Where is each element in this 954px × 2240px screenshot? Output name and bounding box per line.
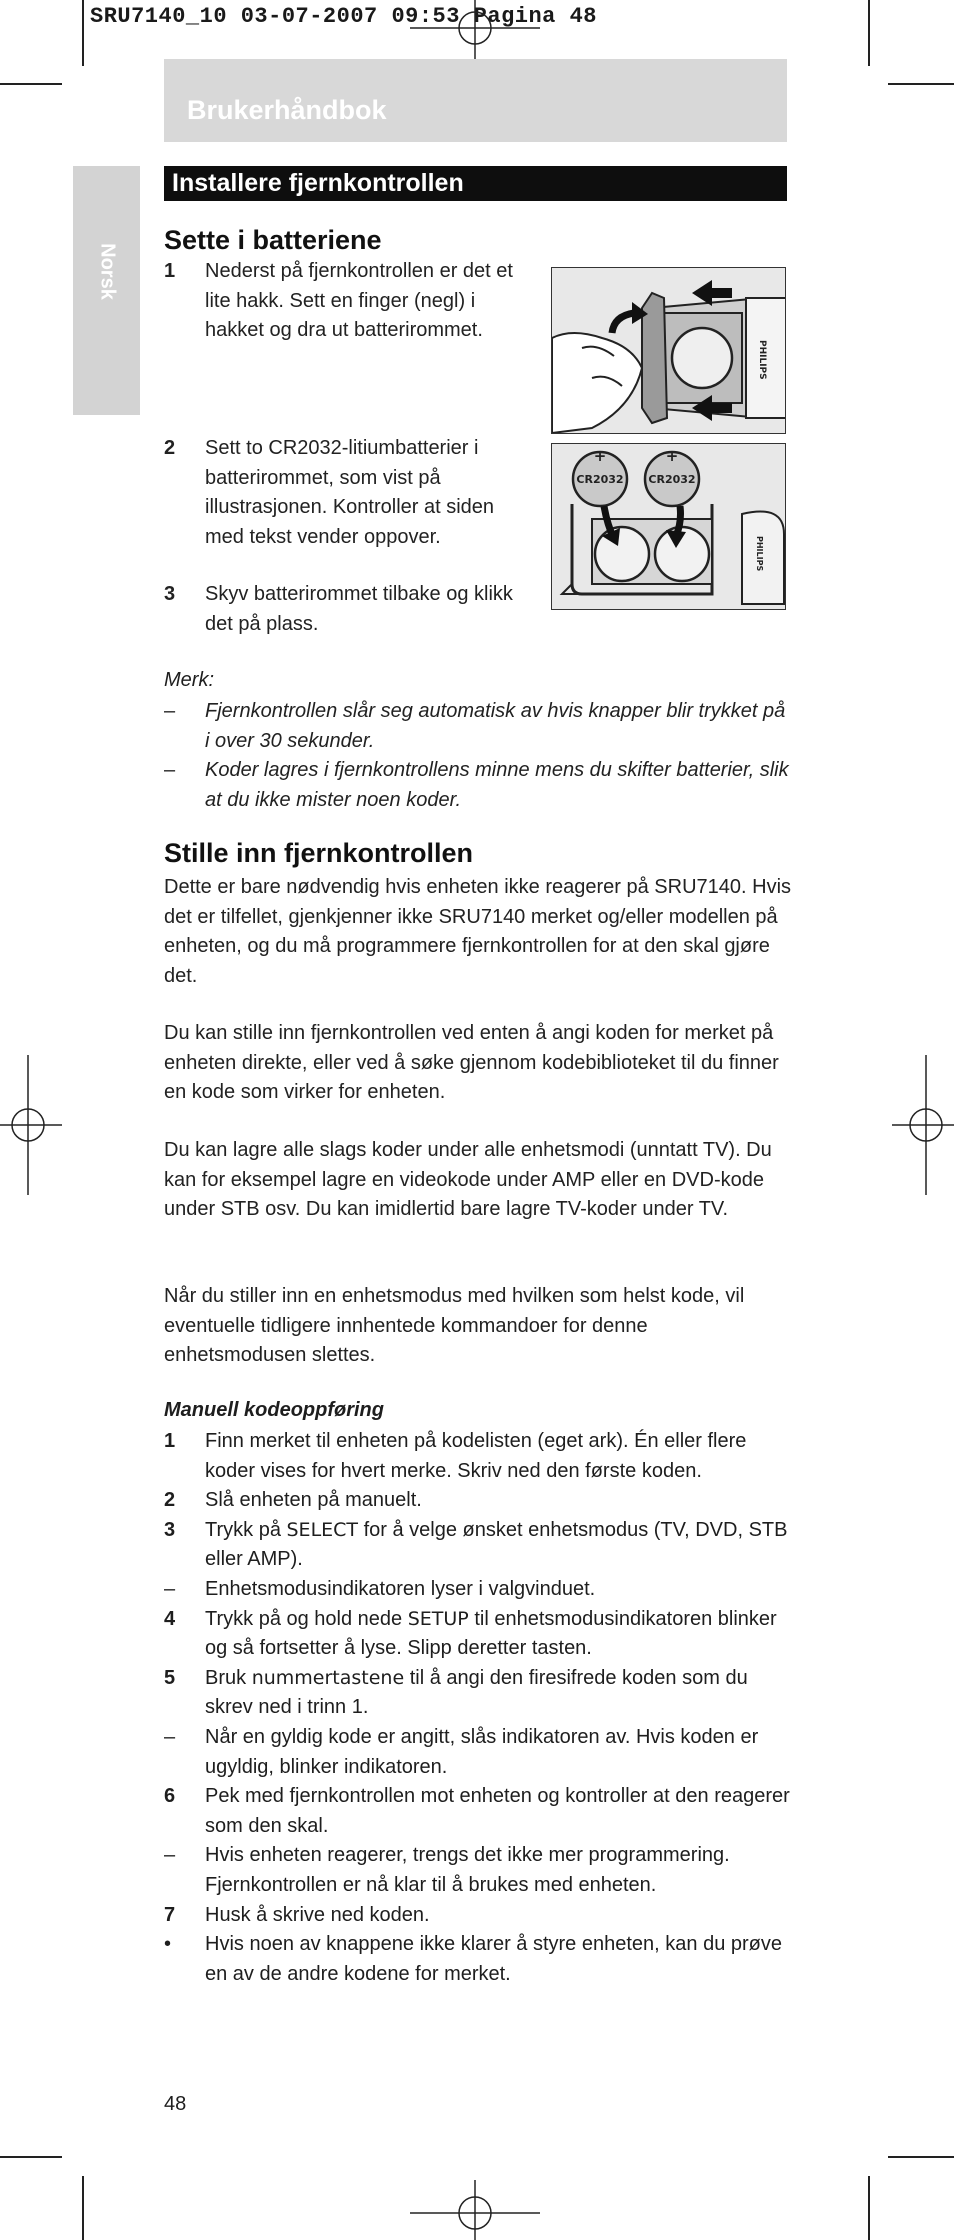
step-text: Enhetsmodusindikatoren lyser i valgvinduet.: [205, 1577, 596, 1600]
manual-step: [164, 1427, 794, 1486]
brand-label: PHILIPS: [755, 536, 764, 572]
brand-label: PHILIPS: [757, 340, 767, 380]
page-number: 48: [164, 2093, 187, 2115]
section-title-bar: [164, 166, 787, 201]
step-text: Trykk på: [205, 1518, 287, 1541]
manual-code-steps: [164, 1427, 794, 1989]
crop-mark: [0, 83, 62, 85]
step-marker: 6: [164, 1785, 176, 1808]
note-text: Fjernkontrollen slår seg automatisk av hvis knapper blir trykket på i over 30 sekunder.: [205, 700, 786, 752]
note-dash: –: [164, 759, 176, 781]
battery-insert-illustration: [551, 443, 786, 610]
step-text: Trykk på og hold nede: [205, 1607, 408, 1630]
language-tab-label: Norsk: [96, 243, 118, 300]
crop-mark: [888, 83, 954, 85]
setup-paragraph: Du kan lagre alle slags koder under alle enhetsmodi (unntatt TV). Du kan for eksempel lagre en videokode under AMP eller en DVD-kode under STB osv. Du kan imidlertid bare lagre TV-koder under TV.: [164, 1139, 772, 1221]
step-text: Sett to CR2032-litiumbatterier i batterirommet, som vist på illustrasjonen. Kontroller at siden med tekst vender oppover.: [205, 437, 495, 548]
manual-code-subheading: Manuell kodeoppføring: [164, 1399, 384, 1421]
plus-label: +: [593, 447, 607, 465]
setup-paragraph: Når du stiller inn en enhetsmodus med hvilken som helst kode, vil eventuelle tidligere innhentede kommandoer for denne enhetsmodusen slettes.: [164, 1285, 745, 1367]
crop-mark: [868, 0, 870, 66]
setup-paragraph: Du kan stille inn fjernkontrollen ved enten å angi koden for merket på enheten direkte, eller ved å søke gjennom kodebiblioteket til du finner en kode som virker for enheten.: [164, 1022, 779, 1104]
note-title: Merk:: [164, 669, 214, 691]
note-text: Koder lagres i fjernkontrollens minne mens du skifter batterier, slik at du ikke mister noen koder.: [205, 759, 789, 811]
step-marker: 4: [164, 1607, 176, 1630]
manual-step: [164, 1575, 794, 1605]
manual-step: [164, 1723, 794, 1782]
manual-step: [164, 1516, 794, 1575]
step-text: Bruk: [205, 1666, 252, 1689]
step-marker: 5: [164, 1666, 176, 1689]
step-marker: –: [164, 1577, 176, 1600]
setup-heading: Stille inn fjernkontrollen: [164, 838, 474, 868]
step-text: for å velge ønsket enhetsmodus (TV, DVD, STB eller AMP).: [205, 1518, 788, 1571]
battery-compartment-illustration: [551, 267, 786, 434]
step-marker: –: [164, 1725, 176, 1748]
header-band: [164, 59, 787, 142]
step-marker: 3: [164, 1518, 176, 1541]
battery-label: CR2032: [576, 473, 624, 486]
registration-mark-top: [400, 0, 550, 60]
step-text: Slå enheten på manuelt.: [205, 1489, 422, 1512]
batteries-heading: Sette i batteriene: [164, 225, 382, 255]
step-number: 3: [164, 583, 176, 605]
manual-step: [164, 1605, 794, 1664]
note-dash: –: [164, 700, 176, 722]
step-text: til å angi den firesifrede koden som du skrev ned i trinn 1.: [205, 1666, 748, 1719]
crop-mark: [888, 2156, 954, 2158]
key-name: SELECT: [286, 1518, 359, 1541]
print-slug: SRU7140_10 03-07-2007 09:53 Pagina 48: [90, 4, 597, 29]
manual-title: Brukerhåndbok: [187, 95, 387, 125]
step-number: 1: [164, 260, 176, 282]
step-marker: –: [164, 1844, 176, 1867]
manual-step: [164, 1930, 794, 1989]
step-text: Pek med fjernkontrollen mot enheten og kontroller at den reagerer som den skal.: [205, 1785, 790, 1837]
step-text: Husk å skrive ned koden.: [205, 1903, 430, 1926]
manual-step: [164, 1664, 794, 1723]
step-marker: 7: [164, 1903, 176, 1926]
step-text: Skyv batterirommet tilbake og klikk det på plass.: [205, 583, 513, 635]
crop-mark: [0, 2156, 62, 2158]
manual-step: [164, 1782, 794, 1841]
registration-mark-bottom: [400, 2180, 550, 2240]
crop-mark: [868, 2176, 870, 2240]
registration-mark-right: [892, 1050, 954, 1200]
registration-mark-left: [0, 1050, 62, 1200]
step-text: Hvis enheten reagerer, trengs det ikke mer programmering. Fjernkontrollen er nå klar til å brukes med enheten.: [205, 1844, 730, 1896]
step-text: Hvis noen av knappene ikke klarer å styre enheten, kan du prøve en av de andre kodene for merket.: [205, 1933, 782, 1985]
crop-mark: [82, 0, 84, 66]
step-marker: 1: [164, 1430, 176, 1452]
step-number: 2: [164, 437, 176, 459]
manual-step: [164, 1486, 794, 1516]
crop-mark: [82, 2176, 84, 2240]
step-text: Nederst på fjernkontrollen er det et lite hakk. Sett en finger (negl) i hakket og dra ut batterirommet.: [205, 260, 513, 342]
setup-paragraph: Dette er bare nødvendig hvis enheten ikke reagerer på SRU7140. Hvis det er tilfellet, gjenkjenner ikke SRU7140 merket og/eller modellen på enheten, og du må programmere fjernkontrollen for at den skal gjøre det.: [164, 876, 792, 987]
key-name: nummertastene: [251, 1666, 405, 1689]
plus-label: +: [665, 447, 679, 465]
step-text: Finn merket til enheten på kodelisten (eget ark). Én eller flere koder vises for hvert merke. Skriv ned den første koden.: [205, 1430, 747, 1482]
language-tab: [73, 166, 140, 415]
manual-step: [164, 1901, 794, 1931]
step-marker: •: [164, 1933, 172, 1956]
manual-step: [164, 1841, 794, 1900]
key-name: SETUP: [407, 1607, 469, 1630]
step-text: Når en gyldig kode er angitt, slås indikatoren av. Hvis koden er ugyldig, blinker indikatoren.: [205, 1725, 759, 1778]
battery-label: CR2032: [648, 473, 696, 486]
section-title: Installere fjernkontrollen: [172, 169, 464, 197]
step-text: til enhetsmodusindikatoren blinker og så fortsetter å lyse. Slipp deretter tasten.: [205, 1607, 777, 1660]
step-marker: 2: [164, 1489, 176, 1512]
